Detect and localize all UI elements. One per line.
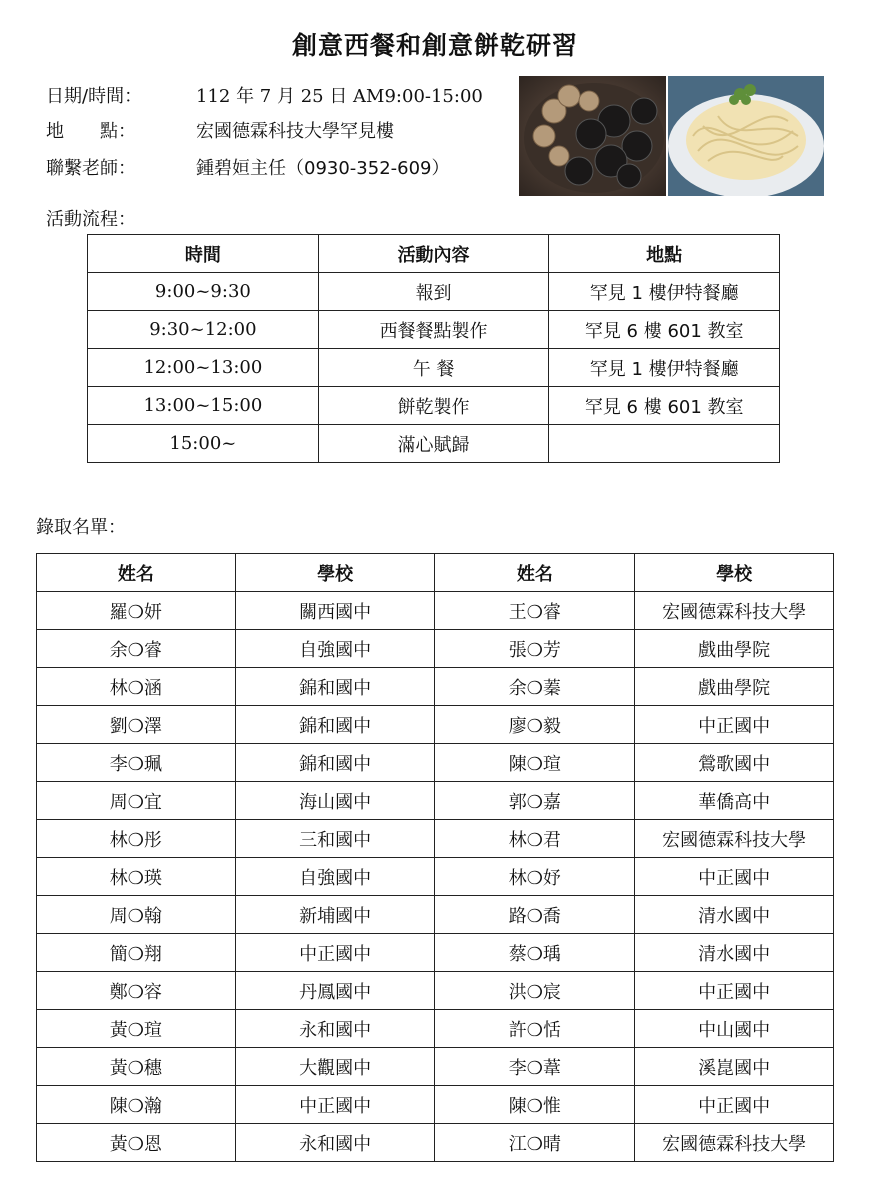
date-label: 日期/時間：	[46, 86, 143, 107]
roster-row	[37, 896, 834, 934]
student-name: 黃❍恩	[37, 1124, 236, 1162]
schedule-row	[88, 425, 780, 463]
roster-header-name: 姓名	[37, 554, 236, 592]
student-name: 周❍翰	[37, 896, 236, 934]
student-name: 余❍蓁	[435, 668, 635, 706]
roster-row	[37, 706, 834, 744]
roster-row	[37, 592, 834, 630]
student-school: 中正國中	[235, 1086, 435, 1124]
student-name: 李❍葦	[435, 1048, 635, 1086]
student-school: 宏國德霖科技大學	[635, 1124, 834, 1162]
student-name: 江❍晴	[435, 1124, 635, 1162]
schedule-location: 罕見 1 樓伊特餐廳	[549, 273, 780, 311]
student-school: 丹鳳國中	[235, 972, 435, 1010]
roster-table	[36, 553, 834, 1162]
student-school: 中正國中	[635, 706, 834, 744]
student-school: 永和國中	[235, 1010, 435, 1048]
student-school: 永和國中	[235, 1124, 435, 1162]
roster-row	[37, 744, 834, 782]
student-school: 自強國中	[235, 630, 435, 668]
roster-row	[37, 972, 834, 1010]
student-name: 羅❍妍	[37, 592, 236, 630]
schedule-activity: 西餐餐點製作	[318, 311, 549, 349]
page-title: 創意西餐和創意餅乾研習	[291, 31, 578, 60]
student-school: 戲曲學院	[635, 668, 834, 706]
roster-row	[37, 1010, 834, 1048]
student-school: 自強國中	[235, 858, 435, 896]
student-name: 路❍喬	[435, 896, 635, 934]
schedule-time: 12:00~13:00	[88, 349, 319, 387]
student-name: 林❍涵	[37, 668, 236, 706]
student-school: 錦和國中	[235, 744, 435, 782]
student-school: 中正國中	[235, 934, 435, 972]
student-school: 清水國中	[635, 934, 834, 972]
student-school: 海山國中	[235, 782, 435, 820]
roster-row	[37, 858, 834, 896]
roster-section-label: 錄取名單：	[36, 517, 126, 538]
roster-header-school: 學校	[235, 554, 435, 592]
schedule-row	[88, 387, 780, 425]
roster-row	[37, 934, 834, 972]
student-school: 關西國中	[235, 592, 435, 630]
roster-row	[37, 782, 834, 820]
student-school: 戲曲學院	[635, 630, 834, 668]
student-name: 陳❍瀚	[37, 1086, 236, 1124]
student-school: 清水國中	[635, 896, 834, 934]
roster-header-row	[37, 554, 834, 592]
student-name: 洪❍宸	[435, 972, 635, 1010]
student-name: 周❍宜	[37, 782, 236, 820]
schedule-row	[88, 273, 780, 311]
student-name: 劉❍澤	[37, 706, 236, 744]
student-name: 黃❍瑄	[37, 1010, 236, 1048]
student-name: 陳❍惟	[435, 1086, 635, 1124]
schedule-header-time: 時間	[88, 235, 319, 273]
student-name: 黃❍穗	[37, 1048, 236, 1086]
student-school: 鶯歌國中	[635, 744, 834, 782]
cookies-photo	[519, 76, 666, 196]
roster-header-school: 學校	[635, 554, 834, 592]
student-name: 余❍睿	[37, 630, 236, 668]
student-school: 宏國德霖科技大學	[635, 820, 834, 858]
student-school: 中山國中	[635, 1010, 834, 1048]
schedule-location: 罕見 6 樓 601 教室	[549, 311, 780, 349]
contact-value: 鍾碧姮主任（0930-352-609）	[196, 158, 450, 179]
schedule-header-row	[88, 235, 780, 273]
student-school: 中正國中	[635, 858, 834, 896]
student-school: 中正國中	[635, 972, 834, 1010]
student-school: 大觀國中	[235, 1048, 435, 1086]
student-name: 張❍芳	[435, 630, 635, 668]
contact-label: 聯繫老師：	[46, 158, 136, 179]
student-school: 華僑高中	[635, 782, 834, 820]
place-label: 地 點：	[46, 121, 136, 142]
student-name: 李❍珮	[37, 744, 236, 782]
schedule-time: 9:00~9:30	[88, 273, 319, 311]
roster-row	[37, 1048, 834, 1086]
schedule-location: 罕見 1 樓伊特餐廳	[549, 349, 780, 387]
schedule-time: 9:30~12:00	[88, 311, 319, 349]
schedule-time: 13:00~15:00	[88, 387, 319, 425]
schedule-header-activity: 活動內容	[318, 235, 549, 273]
student-name: 王❍睿	[435, 592, 635, 630]
student-school: 三和國中	[235, 820, 435, 858]
roster-row	[37, 668, 834, 706]
roster-row	[37, 630, 834, 668]
student-school: 溪崑國中	[635, 1048, 834, 1086]
schedule-time: 15:00~	[88, 425, 319, 463]
student-name: 許❍恬	[435, 1010, 635, 1048]
student-school: 新埔國中	[235, 896, 435, 934]
schedule-table	[87, 234, 780, 463]
schedule-activity: 報到	[318, 273, 549, 311]
schedule-activity: 午 餐	[318, 349, 549, 387]
student-name: 林❍妤	[435, 858, 635, 896]
student-school: 中正國中	[635, 1086, 834, 1124]
schedule-header-location: 地點	[549, 235, 780, 273]
schedule-row	[88, 349, 780, 387]
schedule-location	[549, 425, 780, 463]
schedule-section-label: 活動流程：	[46, 209, 136, 230]
student-name: 簡❍翔	[37, 934, 236, 972]
roster-row	[37, 1086, 834, 1124]
student-name: 林❍君	[435, 820, 635, 858]
schedule-activity: 餅乾製作	[318, 387, 549, 425]
schedule-activity: 滿心賦歸	[318, 425, 549, 463]
student-school: 錦和國中	[235, 706, 435, 744]
student-name: 蔡❍瑀	[435, 934, 635, 972]
schedule-location: 罕見 6 樓 601 教室	[549, 387, 780, 425]
student-name: 陳❍瑄	[435, 744, 635, 782]
roster-row	[37, 1124, 834, 1162]
student-name: 林❍彤	[37, 820, 236, 858]
place-value: 宏國德霖科技大學罕見樓	[196, 121, 394, 142]
student-name: 郭❍嘉	[435, 782, 635, 820]
student-name: 林❍瑛	[37, 858, 236, 896]
student-name: 鄭❍容	[37, 972, 236, 1010]
pasta-photo	[668, 76, 824, 196]
student-school: 宏國德霖科技大學	[635, 592, 834, 630]
date-value: 112 年 7 月 25 日 AM9:00-15:00	[196, 86, 483, 107]
student-name: 廖❍毅	[435, 706, 635, 744]
roster-header-name: 姓名	[435, 554, 635, 592]
student-school: 錦和國中	[235, 668, 435, 706]
schedule-row	[88, 311, 780, 349]
roster-row	[37, 820, 834, 858]
